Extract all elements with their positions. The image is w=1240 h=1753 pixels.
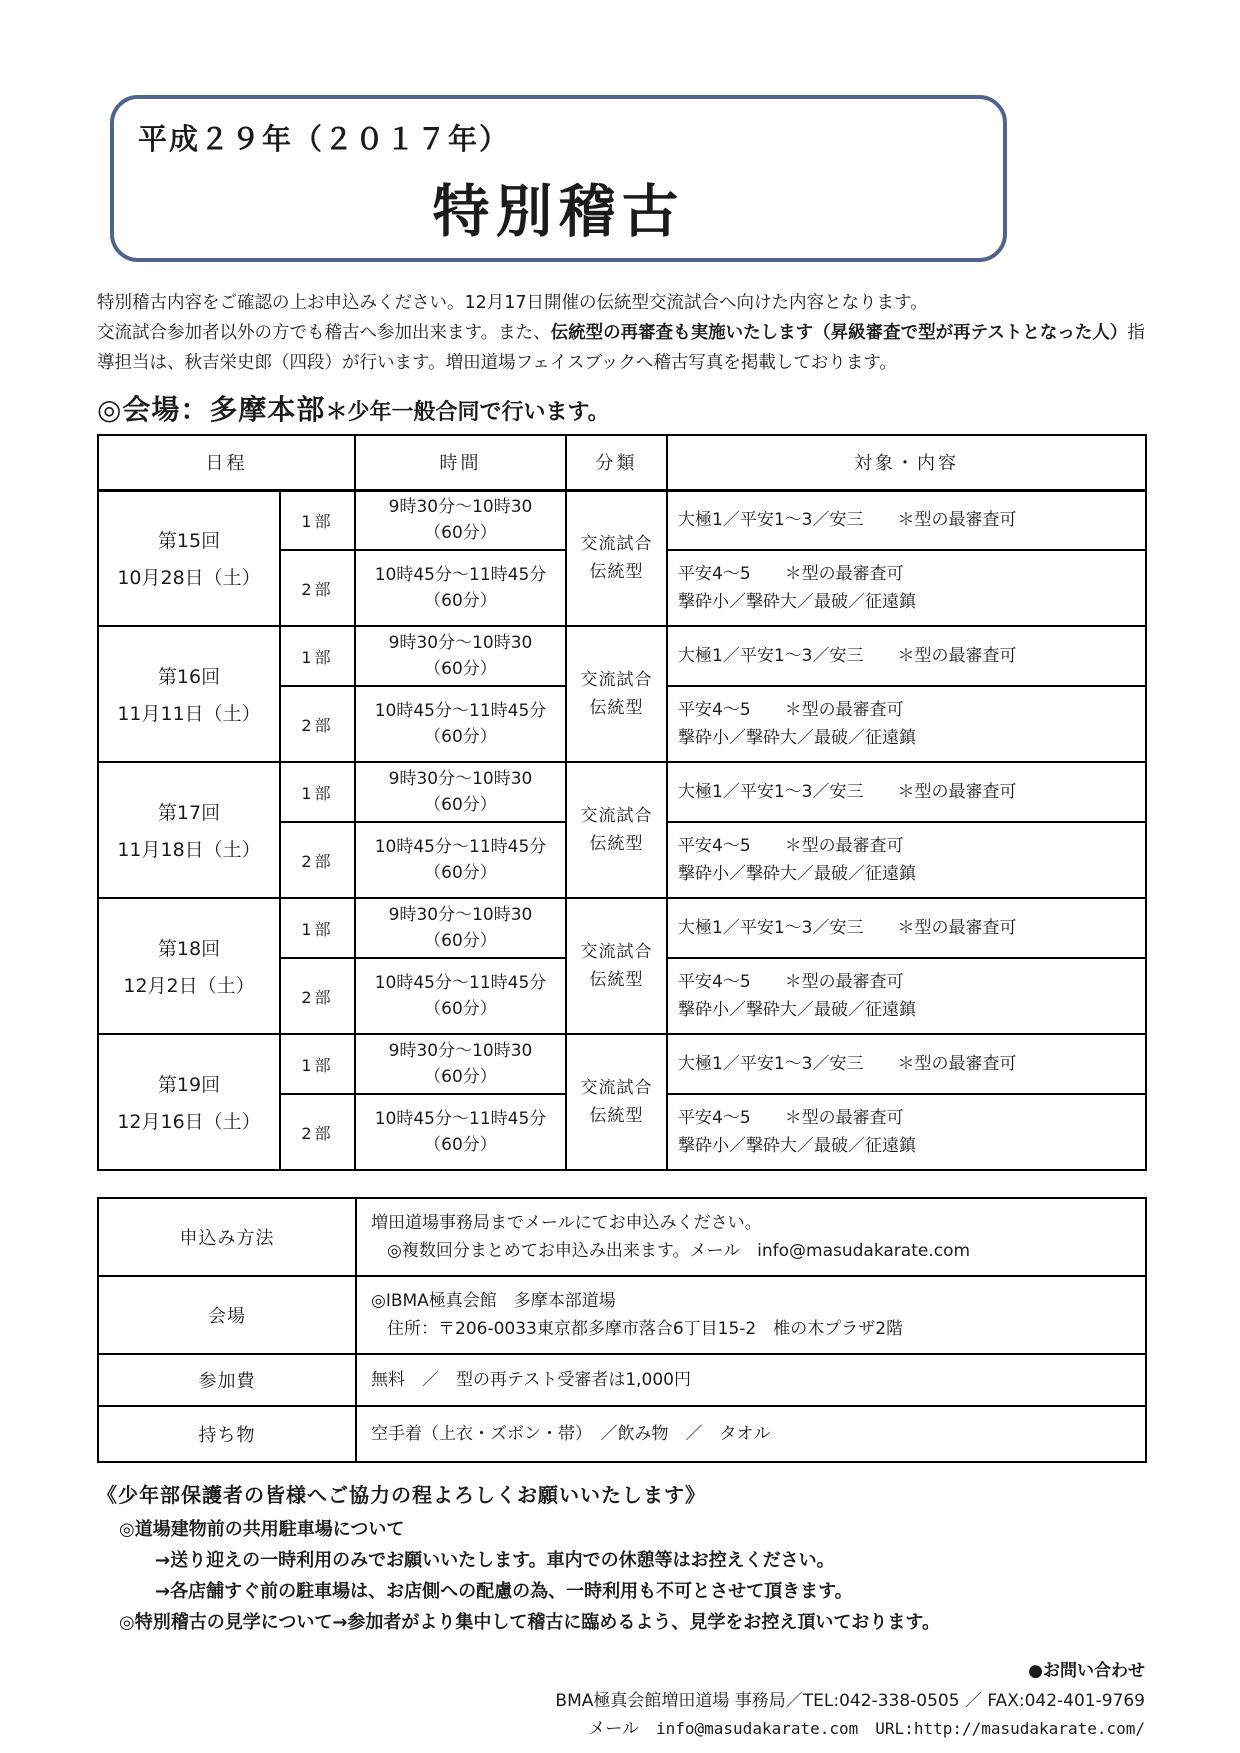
- category-cell: [566, 490, 667, 626]
- part-label: 1部: [280, 898, 355, 958]
- time-range: 9時30分～10時30: [388, 497, 533, 518]
- time-duration: （60分）: [424, 1067, 497, 1087]
- content-line2: 撃砕小／撃砕大／最破／征遠鎮: [678, 1000, 916, 1020]
- year-label: 平成２９年（２０１７年）: [138, 122, 511, 156]
- session-date: 11月18日（土）: [117, 839, 261, 861]
- session-date: 12月2日（土）: [123, 975, 255, 997]
- info-table: [97, 1197, 1147, 1463]
- content-cell: [667, 822, 1146, 898]
- intro-paragraph: [97, 288, 1145, 378]
- part-label: 1部: [280, 1034, 355, 1094]
- content-cell: [667, 490, 1146, 550]
- session-number: 第17回: [157, 802, 221, 824]
- table-row: [98, 1406, 1146, 1462]
- contact-heading: ●お問い合わせ: [1028, 1661, 1145, 1681]
- time-cell: [355, 898, 566, 958]
- note-item: →送り迎えの一時利用のみでお願いいたします。車内での休憩等はお控えください。: [155, 1550, 835, 1571]
- page-title: 特別稽古: [432, 179, 685, 245]
- time-duration: （60分）: [424, 863, 497, 883]
- category-line1: 交流試合: [580, 942, 653, 962]
- session-date: 12月16日（土）: [117, 1111, 261, 1133]
- website-url: URL:http://masudakarate.com/: [875, 1719, 1145, 1738]
- date-cell: [98, 898, 280, 1034]
- time-duration: （60分）: [424, 999, 497, 1019]
- time-cell: [355, 1034, 566, 1094]
- table-row: [98, 490, 1146, 550]
- column-header-date: 日程: [98, 435, 355, 490]
- category-line1: 交流試合: [580, 670, 653, 690]
- parent-notes-section: [97, 1479, 1145, 1638]
- info-value: [356, 1198, 1146, 1276]
- part-label: 2部: [280, 686, 355, 762]
- part-label: 1部: [280, 762, 355, 822]
- info-value: [356, 1406, 1146, 1462]
- content-line1: 大極1／平安1～3／安三 ＊型の最審査可: [678, 646, 1017, 666]
- time-duration: （60分）: [424, 795, 497, 815]
- contact-mail-line: [0, 1715, 1145, 1743]
- column-header-time: 時間: [355, 435, 566, 490]
- venue-heading: [97, 388, 1240, 428]
- content-cell: [667, 898, 1146, 958]
- info-line: 無料 ／ 型の再テスト受審者は1,000円: [371, 1370, 691, 1390]
- table-row: [98, 1354, 1146, 1406]
- title-box: [110, 95, 1007, 262]
- time-range: 10時45分～11時45分: [374, 837, 547, 857]
- part-label: 2部: [280, 1094, 355, 1170]
- info-label: 会場: [98, 1276, 356, 1354]
- content-line1: 大極1／平安1～3／安三 ＊型の最審査可: [678, 782, 1017, 802]
- category-cell: [566, 898, 667, 1034]
- content-line2: 撃砕小／撃砕大／最破／征遠鎮: [678, 592, 916, 612]
- content-cell: [667, 550, 1146, 626]
- time-range: 9時30分～10時30: [388, 905, 533, 925]
- time-cell: [355, 822, 566, 898]
- venue-heading-sub: ＊少年一般合同で行います。: [325, 400, 610, 425]
- time-cell: [355, 550, 566, 626]
- note-item: →各店舗すぐ前の駐車場は、お店側への配慮の為、一時利用も不可とさせて頂きます。: [155, 1581, 853, 1602]
- category-line1: 交流試合: [580, 806, 653, 826]
- info-line: ◎複数回分まとめてお申込み出来ます。メール info@masudakarate.com: [387, 1241, 971, 1261]
- contact-office-line: BMA極真会館増田道場 事務局／TEL:042-338-0505 ／ FAX:042-401-9769: [555, 1691, 1145, 1711]
- content-cell: [667, 1094, 1146, 1170]
- content-line1: 平安4～5 ＊型の最審査可: [678, 972, 904, 992]
- time-range: 10時45分～11時45分: [374, 565, 547, 585]
- time-cell: [355, 762, 566, 822]
- note-item: ◎特別稽古の見学について→参加者がより集中して稽古に臨めるよう、見学をお控え頂いております。: [119, 1612, 940, 1633]
- content-cell: [667, 626, 1146, 686]
- content-line2: 撃砕小／撃砕大／最破／征遠鎮: [678, 728, 916, 748]
- table-row: [98, 1276, 1146, 1354]
- mail-label: メール: [588, 1719, 639, 1739]
- time-range: 10時45分～11時45分: [374, 701, 547, 721]
- table-row: [98, 1034, 1146, 1094]
- note-item: ◎道場建物前の共用駐車場について: [119, 1519, 405, 1540]
- part-label: 1部: [280, 626, 355, 686]
- table-row: [98, 898, 1146, 958]
- time-duration: （60分）: [424, 523, 497, 544]
- content-cell: [667, 1034, 1146, 1094]
- date-cell: [98, 762, 280, 898]
- content-cell: [667, 958, 1146, 1034]
- info-line: ◎IBMA極真会館 多摩本部道場: [371, 1291, 616, 1311]
- info-label: 持ち物: [98, 1406, 356, 1462]
- category-cell: [566, 762, 667, 898]
- contact-footer: [0, 1656, 1145, 1743]
- schedule-header-row: [98, 435, 1146, 490]
- time-duration: （60分）: [424, 591, 497, 611]
- session-number: 第18回: [157, 938, 221, 960]
- time-duration: （60分）: [424, 727, 497, 747]
- info-value: [356, 1354, 1146, 1406]
- time-range: 10時45分～11時45分: [374, 1109, 547, 1129]
- category-line1: 交流試合: [580, 1078, 653, 1098]
- intro-bold-note: 伝統型の再審査も実施いたします（昇級審査で型が再テストとなった人）: [550, 323, 1128, 343]
- session-number: 第16回: [157, 666, 221, 688]
- content-line1: 大極1／平安1～3／安三 ＊型の最審査可: [678, 918, 1017, 938]
- category-line2: 伝統型: [589, 1106, 644, 1126]
- category-line2: 伝統型: [589, 970, 644, 990]
- info-label: 申込み方法: [98, 1198, 356, 1276]
- content-line1: 平安4～5 ＊型の最審査可: [678, 836, 904, 856]
- time-range: 9時30分～10時30: [388, 633, 533, 653]
- time-range: 9時30分～10時30: [388, 769, 533, 789]
- time-range: 9時30分～10時30: [388, 1041, 533, 1061]
- intro-line2-pre: 交流試合参加者以外の方でも稽古へ参加出来ます。また、: [97, 323, 551, 343]
- info-line: 空手着（上衣・ズボン・帯） ／飲み物 ／ タオル: [371, 1424, 771, 1444]
- category-line2: 伝統型: [589, 698, 644, 718]
- content-line1: 平安4～5 ＊型の最審査可: [678, 1108, 904, 1128]
- content-line2: 撃砕小／撃砕大／最破／征遠鎮: [678, 1136, 916, 1156]
- schedule-table: [97, 434, 1147, 1171]
- time-duration: （60分）: [424, 1135, 497, 1155]
- table-row: [98, 626, 1146, 686]
- table-row: [98, 762, 1146, 822]
- intro-line2-post: 指導担当は、秋吉栄史郎（四段）が行います。増田道場フェイスブックへ稽古写真を掲載しております。: [97, 323, 1145, 373]
- content-line1: 大極1／平安1～3／安三 ＊型の最審査可: [678, 1054, 1017, 1074]
- info-line: 住所：〒206-0033東京都多摩市落合6丁目15-2 椎の木プラザ2階: [387, 1319, 904, 1339]
- category-cell: [566, 626, 667, 762]
- session-date: 11月11日（土）: [117, 703, 261, 725]
- info-value: [356, 1276, 1146, 1354]
- part-label: 2部: [280, 822, 355, 898]
- notes-heading: 《少年部保護者の皆様へご協力の程よろしくお願いいたします》: [97, 1483, 706, 1507]
- part-label: 2部: [280, 550, 355, 626]
- info-label: 参加費: [98, 1354, 356, 1406]
- date-cell: [98, 1034, 280, 1170]
- table-row: [98, 1198, 1146, 1276]
- part-label: 2部: [280, 958, 355, 1034]
- time-cell: [355, 958, 566, 1034]
- session-number: 第19回: [157, 1074, 221, 1096]
- time-duration: （60分）: [424, 659, 497, 679]
- category-line2: 伝統型: [589, 562, 644, 583]
- time-cell: [355, 686, 566, 762]
- content-line1: 平安4～5 ＊型の最審査可: [678, 700, 904, 720]
- date-cell: [98, 490, 280, 626]
- column-header-category: 分類: [566, 435, 667, 490]
- intro-line1: 特別稽古内容をご確認の上お申込みください。12月17日開催の伝統型交流試合へ向けた内容となります。: [97, 293, 928, 313]
- time-duration: （60分）: [424, 931, 497, 951]
- category-line2: 伝統型: [589, 834, 644, 854]
- venue-heading-main: ◎会場：多摩本部: [97, 393, 326, 426]
- time-cell: [355, 1094, 566, 1170]
- time-range: 10時45分～11時45分: [374, 973, 547, 993]
- time-cell: [355, 626, 566, 686]
- content-cell: [667, 686, 1146, 762]
- content-cell: [667, 762, 1146, 822]
- category-cell: [566, 1034, 667, 1170]
- content-line1: 平安4～5 ＊型の最審査可: [678, 564, 904, 584]
- column-header-content: 対象・内容: [667, 435, 1146, 490]
- content-line2: 撃砕小／撃砕大／最破／征遠鎮: [678, 864, 916, 884]
- category-line1: 交流試合: [580, 534, 653, 555]
- content-line1: 大極1／平安1～3／安三 ＊型の最審査可: [678, 510, 1017, 531]
- part-label: 1部: [280, 490, 355, 550]
- session-number: 第15回: [157, 530, 221, 553]
- date-cell: [98, 626, 280, 762]
- mail-address: info@masudakarate.com: [655, 1719, 859, 1738]
- info-line: 増田道場事務局までメールにてお申込みください。: [371, 1213, 762, 1233]
- session-date: 10月28日（土）: [117, 567, 261, 590]
- time-cell: [355, 490, 566, 550]
